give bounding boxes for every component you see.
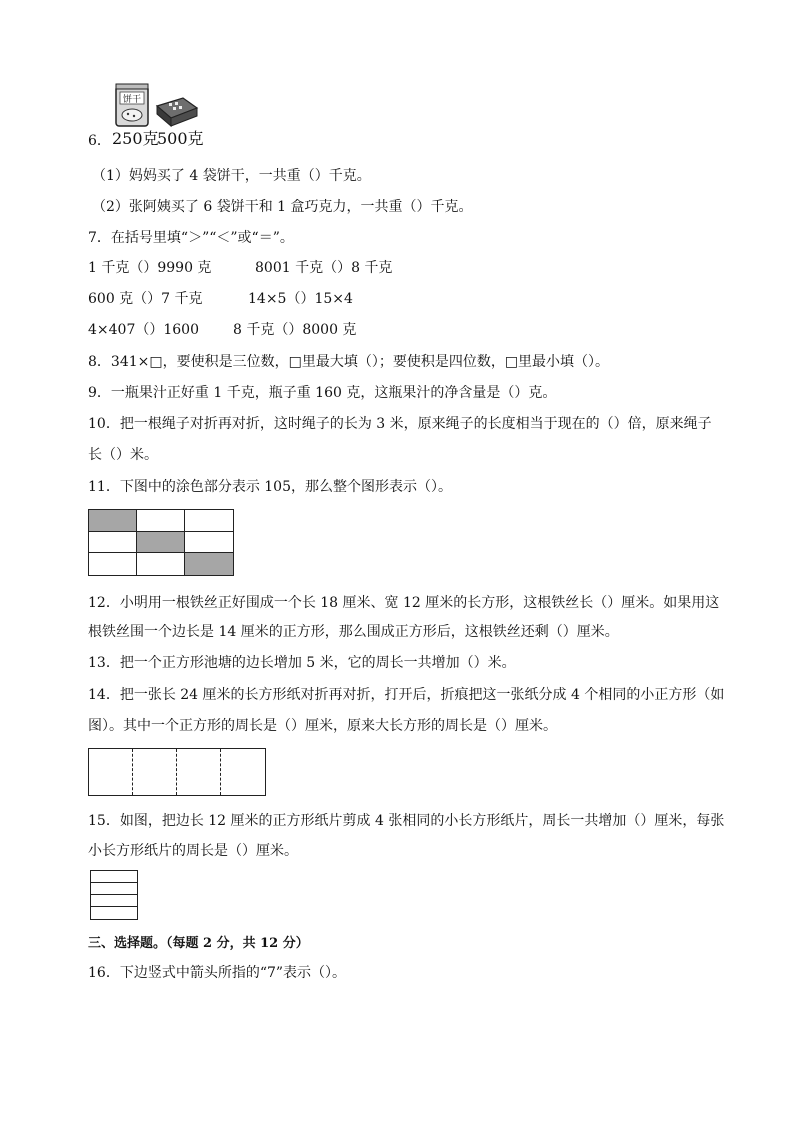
fold-line xyxy=(132,749,133,795)
q6-sub1: （1）妈妈买了 4 袋饼干，一共重（）千克。 xyxy=(92,168,371,184)
q9-text: 9．一瓶果汁正好重 1 千克，瓶子重 160 克，这瓶果汁的净含量是（）克。 xyxy=(88,385,557,401)
q12-line2: 根铁丝围一个边长是 14 厘米的正方形，那么围成正方形后，这根铁丝还剩（）厘米。 xyxy=(88,624,619,640)
grid-cell-shaded xyxy=(89,510,137,532)
q6-sub2: （2）张阿姨买了 6 袋饼干和 1 盒巧克力，一共重（）千克。 xyxy=(92,199,473,215)
section-heading: 三、选择题。（每题 2 分，共 12 分） xyxy=(88,936,309,951)
chocolate-weight: 500克 xyxy=(157,129,204,148)
fold-line xyxy=(176,749,177,795)
grid-cell-shaded xyxy=(137,532,185,554)
q7-item: 600 克（）7 千克 xyxy=(88,291,203,307)
q8-text: 8．341×□，要使积是三位数，□里最大填（）；要使积是四位数，□里最小填（）。 xyxy=(88,354,610,370)
q7-item: 14×5（）15×4 xyxy=(248,291,353,307)
q15-line2: 小长方形纸片的周长是（）厘米。 xyxy=(88,843,298,859)
q10-line2: 长（）米。 xyxy=(88,447,158,463)
chocolate-box-icon xyxy=(155,94,199,128)
grid-cell xyxy=(137,510,185,532)
cut-line xyxy=(91,894,137,895)
biscuit-bag-label: 饼干 xyxy=(122,95,142,105)
fold-line xyxy=(220,749,221,795)
q10-line1: 10．把一根绳子对折再对折，这时绳子的长为 3 米，原来绳子的长度相当于现在的（）倍，原来绳子 xyxy=(88,416,712,432)
q14-line2: 图）。其中一个正方形的周长是（）厘米，原来大长方形的周长是（）厘米。 xyxy=(88,718,557,734)
q7-prompt: 7．在括号里填“＞”“＜”或“＝”。 xyxy=(88,230,294,246)
q15-line1: 15．如图，把边长 12 厘米的正方形纸片剪成 4 张相同的小长方形纸片，周长一共增加（）厘米，每张 xyxy=(88,813,725,829)
grid-cell xyxy=(89,532,137,554)
biscuit-weight: 250克 xyxy=(112,129,159,148)
biscuit-bag-icon xyxy=(112,82,152,128)
grid-cell xyxy=(137,553,185,575)
q12-line1: 12．小明用一根铁丝正好围成一个长 18 厘米、宽 12 厘米的长方形，这根铁丝长（）厘米。如果用这 xyxy=(88,595,720,611)
q11-text: 11．下图中的涂色部分表示 105，那么整个图形表示（）。 xyxy=(88,479,452,495)
q7-item: 4×407（）1600 xyxy=(88,322,199,338)
q7-item: 1 千克（）9990 克 xyxy=(88,260,212,276)
q16-text: 16．下边竖式中箭头所指的“7”表示（）。 xyxy=(88,965,347,981)
q14-line1: 14．把一张长 24 厘米的长方形纸对折再对折，打开后，折痕把这一张纸分成 4 个相同的小正方形（如 xyxy=(88,687,725,703)
grid-cell-shaded xyxy=(185,553,233,575)
grid-cell xyxy=(89,553,137,575)
q13-text: 13．把一个正方形池塘的边长增加 5 米，它的周长一共增加（）米。 xyxy=(88,655,516,671)
q7-item: 8001 千克（）8 千克 xyxy=(255,260,393,276)
q6-number: 6． xyxy=(88,133,111,149)
cut-line xyxy=(91,882,137,883)
q11-shaded-grid xyxy=(88,509,234,576)
q7-item: 8 千克（）8000 克 xyxy=(233,322,357,338)
q15-cut-square xyxy=(90,870,138,920)
q14-folded-paper xyxy=(88,748,266,796)
grid-cell xyxy=(185,510,233,532)
cut-line xyxy=(91,906,137,907)
grid-cell xyxy=(185,532,233,554)
